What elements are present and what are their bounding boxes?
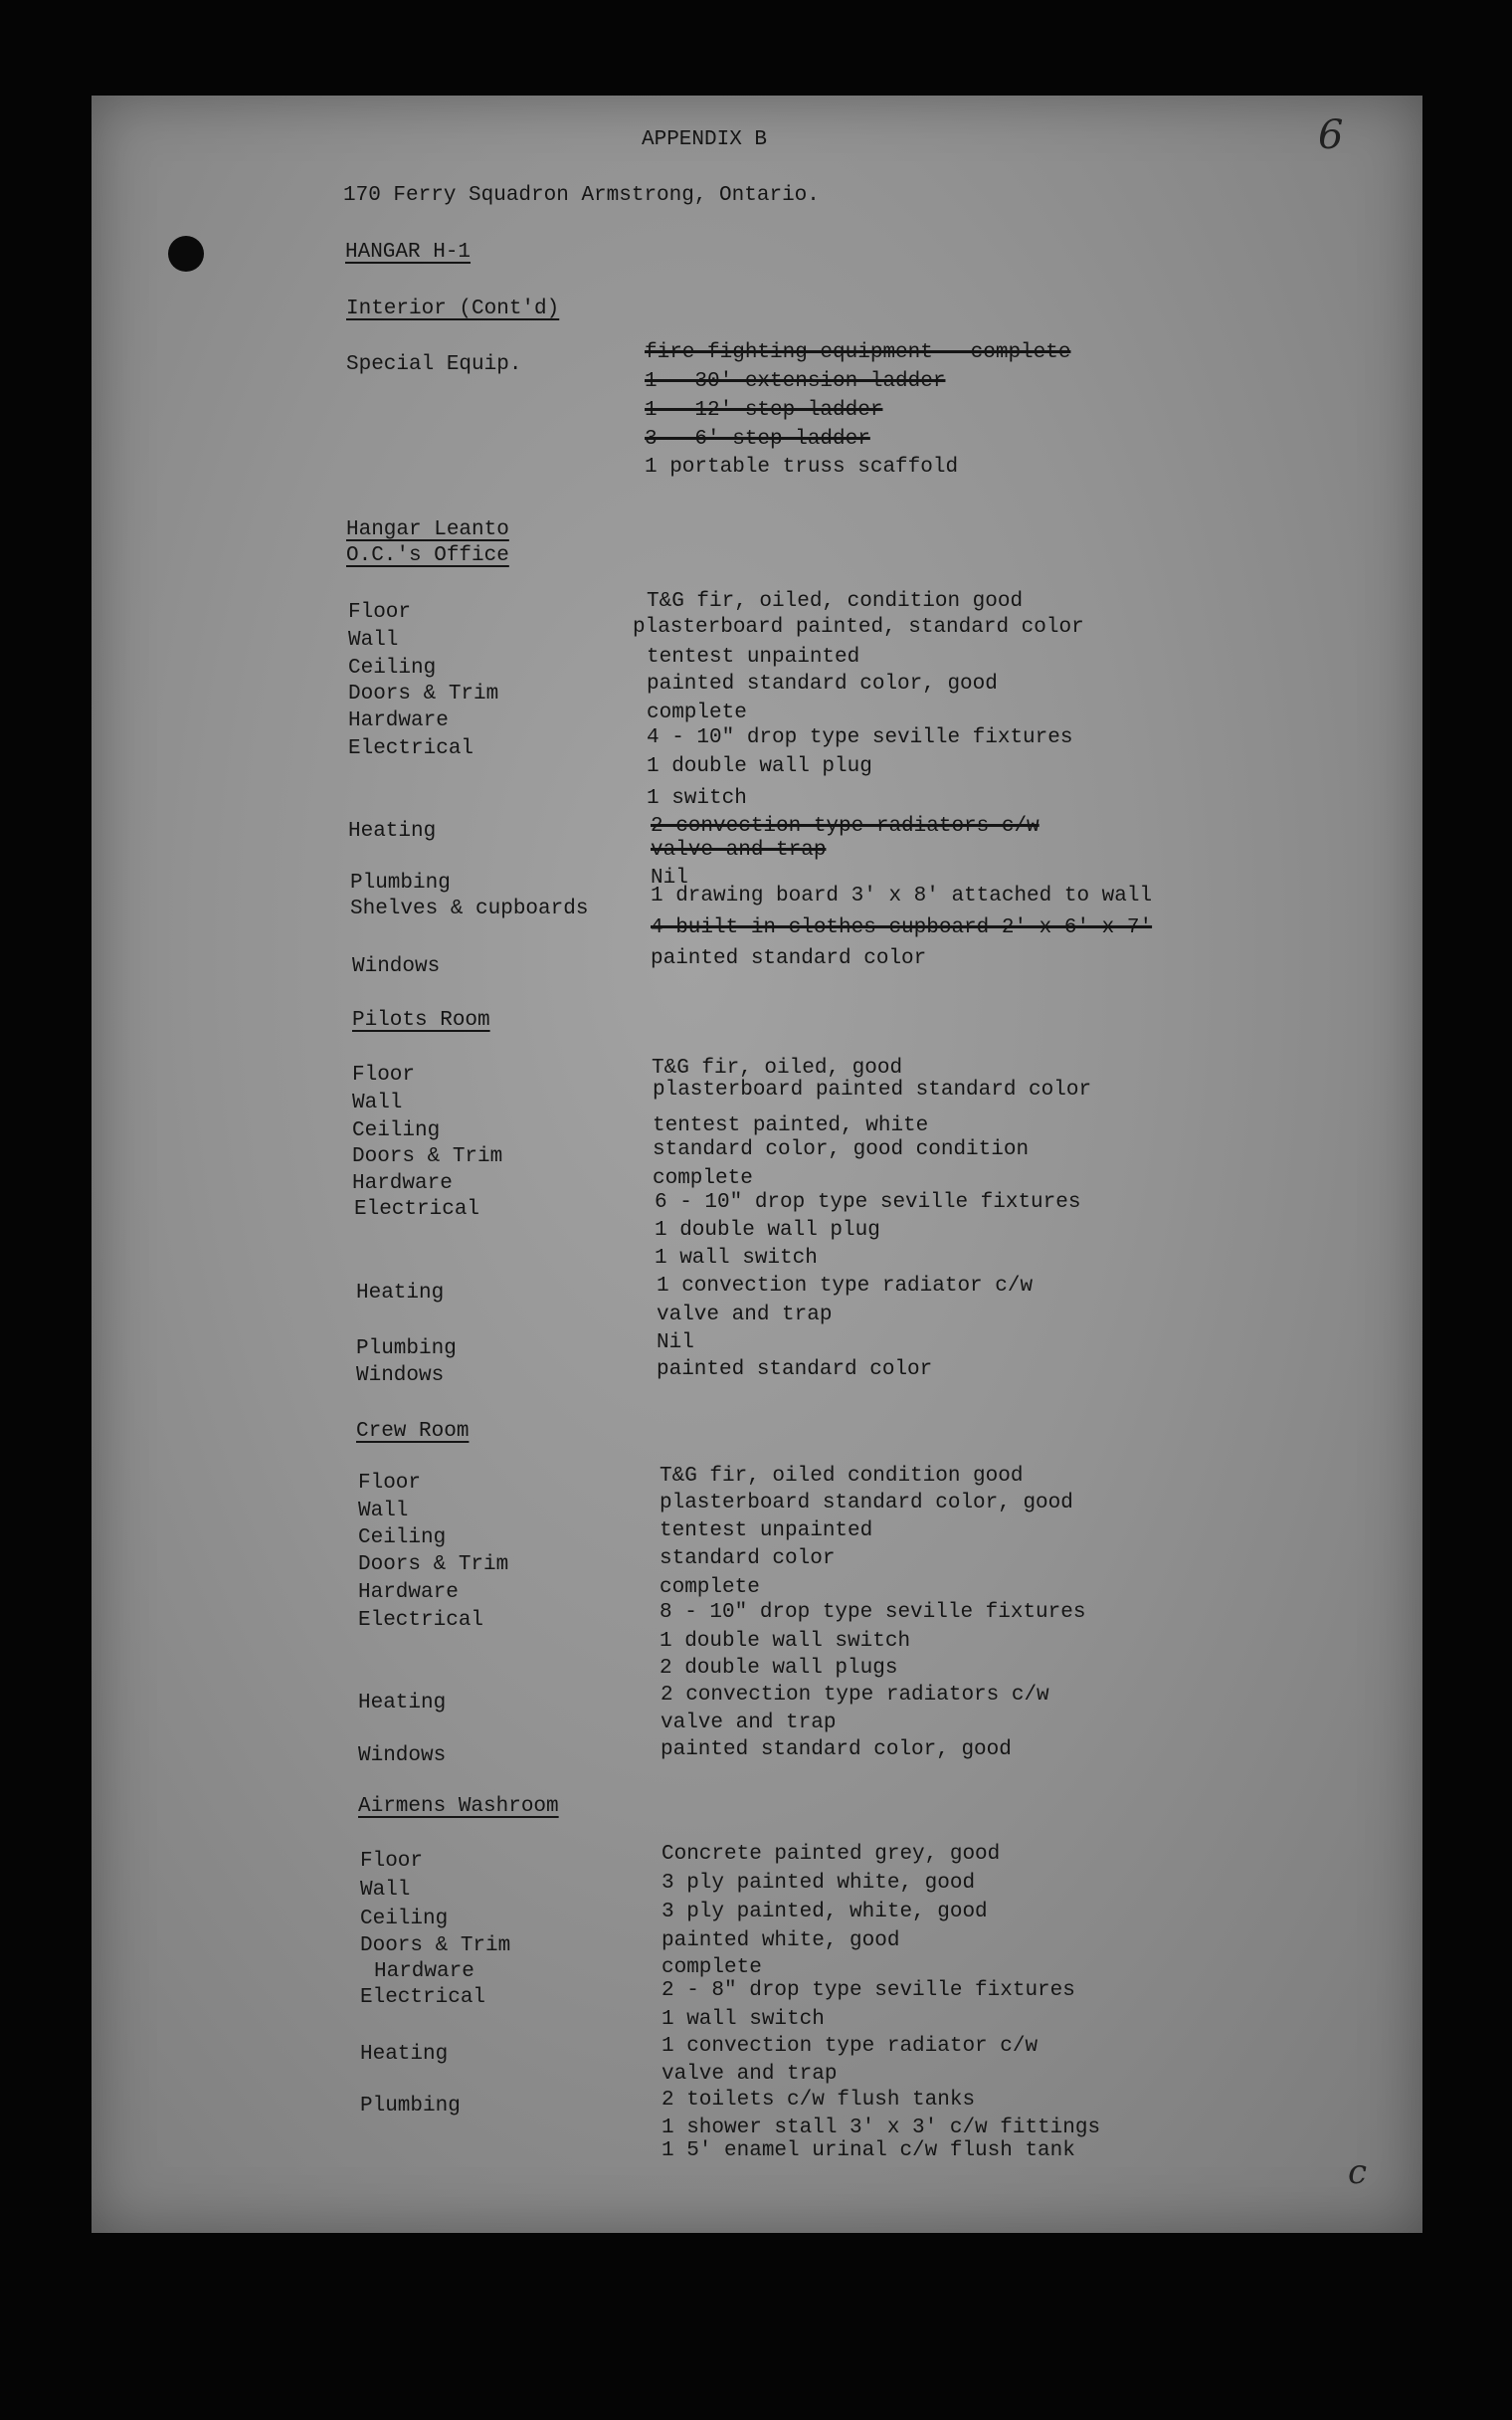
row-value: 1 switch	[647, 787, 747, 810]
row-label: Doors & Trim	[352, 1145, 503, 1168]
row-value: tentest painted, white	[653, 1114, 929, 1137]
row-label: Hardware	[374, 1960, 474, 1983]
row-label: Ceiling	[352, 1119, 441, 1142]
row-value: plasterboard standard color, good	[660, 1492, 1073, 1514]
special-equip-item: 3 - 6' step ladder	[645, 428, 870, 451]
special-equip-item: 1 portable truss scaffold	[645, 456, 959, 479]
row-value: 1 5' enamel urinal c/w flush tank	[662, 2139, 1075, 2162]
row-value: 1 convection type radiator c/w	[657, 1275, 1034, 1298]
row-label: Windows	[358, 1744, 447, 1767]
row-value: Concrete painted grey, good	[662, 1843, 1001, 1866]
row-label: Windows	[356, 1364, 445, 1387]
row-label: Electrical	[348, 737, 474, 760]
row-label: Hardware	[348, 709, 449, 732]
row-value: valve and trap	[662, 2063, 838, 2086]
section-heading-text: Interior (Cont'd)	[346, 298, 560, 320]
building-heading: HANGAR H-1	[345, 241, 472, 264]
row-label: Plumbing	[360, 2095, 461, 2118]
row-value: 3 ply painted white, good	[662, 1872, 976, 1895]
row-label: Doors & Trim	[348, 683, 499, 706]
row-value: T&G fir, oiled, condition good	[647, 590, 1024, 613]
row-value: tentest unpainted	[647, 646, 860, 669]
special-equip-item: 1 - 30' extension ladder	[645, 370, 946, 393]
page-number: 6	[1318, 112, 1344, 158]
row-label: Ceiling	[360, 1908, 449, 1930]
row-value: 8 - 10" drop type seville fixtures	[660, 1601, 1086, 1624]
row-value: painted standard color	[651, 947, 927, 970]
row-label: Floor	[348, 601, 412, 624]
row-value: 1 double wall plug	[655, 1219, 880, 1242]
row-value: 4 built in clothes cupboard 2' x 6' x 7'	[651, 916, 1153, 939]
row-value: plasterboard painted, standard color	[633, 616, 1084, 639]
row-value: 3 ply painted, white, good	[662, 1901, 988, 1923]
row-value: 1 double wall plug	[647, 755, 872, 778]
row-value: 2 toilets c/w flush tanks	[662, 2089, 976, 2112]
special-equip-item: fire fighting equipment - complete	[645, 341, 1071, 364]
row-label: Electrical	[360, 1986, 486, 2009]
row-value: valve and trap	[661, 1712, 837, 1734]
corner-mark: c	[1348, 2152, 1368, 2192]
row-label: Floor	[360, 1850, 424, 1873]
row-value: 6 - 10" drop type seville fixtures	[655, 1191, 1081, 1214]
row-value: 4 - 10" drop type seville fixtures	[647, 726, 1073, 749]
row-label: Plumbing	[350, 872, 451, 895]
row-value: 1 wall switch	[655, 1247, 818, 1270]
row-label: Floor	[352, 1064, 416, 1087]
row-label: Ceiling	[348, 657, 437, 680]
row-label: Electrical	[354, 1198, 480, 1221]
row-value: valve and trap	[657, 1304, 833, 1326]
row-value: painted white, good	[662, 1929, 900, 1952]
section-heading	[346, 299, 559, 319]
row-label: Shelves & cupboards	[350, 898, 589, 920]
row-label: Plumbing	[356, 1337, 457, 1360]
row-label: Wall	[358, 1500, 409, 1522]
row-value: valve and trap	[651, 839, 827, 862]
row-label: Heating	[358, 1692, 447, 1714]
row-label: Heating	[348, 820, 437, 843]
appendix-title: APPENDIX B	[642, 128, 768, 151]
row-value: complete	[653, 1167, 753, 1190]
row-value: 2 double wall plugs	[660, 1657, 898, 1680]
leanto-heading: Hangar Leanto	[346, 518, 509, 541]
row-value: standard color, good condition	[653, 1138, 1030, 1161]
washroom-heading: Airmens Washroom	[358, 1795, 559, 1818]
row-label: Windows	[352, 955, 441, 978]
row-label: Ceiling	[358, 1526, 447, 1549]
row-label: Wall	[352, 1092, 403, 1114]
row-value: complete	[662, 1956, 762, 1979]
row-value: complete	[660, 1576, 760, 1599]
row-value: complete	[647, 702, 747, 724]
row-value: 1 wall switch	[662, 2008, 825, 2031]
row-value: 2 convection type radiators c/w	[651, 815, 1040, 838]
row-label: Doors & Trim	[360, 1934, 511, 1957]
punch-hole	[168, 236, 204, 272]
row-value: 1 drawing board 3' x 8' attached to wall	[651, 885, 1153, 908]
row-value: T&G fir, oiled, good	[652, 1057, 903, 1080]
row-value: 1 shower stall 3' x 3' c/w fittings	[662, 2117, 1101, 2139]
row-label: Doors & Trim	[358, 1553, 509, 1576]
row-label: Wall	[360, 1879, 411, 1902]
row-label: Hardware	[358, 1581, 459, 1604]
row-value: plasterboard painted standard color	[653, 1079, 1092, 1102]
row-value: painted standard color, good	[647, 673, 998, 696]
row-label: Electrical	[358, 1609, 484, 1632]
row-value: 2 - 8" drop type seville fixtures	[662, 1979, 1075, 2002]
row-label: Heating	[356, 1282, 445, 1305]
row-label: Wall	[348, 629, 399, 652]
row-value: 1 double wall switch	[660, 1630, 911, 1653]
row-value: Nil	[657, 1331, 694, 1354]
row-value: standard color	[660, 1547, 836, 1570]
row-value: painted standard color	[657, 1358, 933, 1381]
row-label: Floor	[358, 1472, 422, 1495]
special-equip-label: Special Equip.	[346, 353, 522, 376]
row-value: 2 convection type radiators c/w	[661, 1684, 1049, 1707]
row-value: T&G fir, oiled condition good	[660, 1465, 1024, 1488]
row-label: Heating	[360, 2043, 449, 2066]
special-equip-item: 1 - 12' step ladder	[645, 399, 883, 422]
oc-office-heading: O.C.'s Office	[346, 544, 509, 567]
pilots-room-heading: Pilots Room	[352, 1009, 490, 1032]
row-value: Nil	[651, 867, 688, 890]
row-label: Hardware	[352, 1172, 453, 1195]
crew-room-heading: Crew Room	[356, 1420, 470, 1443]
row-value: painted standard color, good	[661, 1738, 1012, 1761]
location-line: 170 Ferry Squadron Armstrong, Ontario.	[343, 184, 820, 207]
row-value: tentest unpainted	[660, 1519, 873, 1542]
row-value: 1 convection type radiator c/w	[662, 2035, 1039, 2058]
